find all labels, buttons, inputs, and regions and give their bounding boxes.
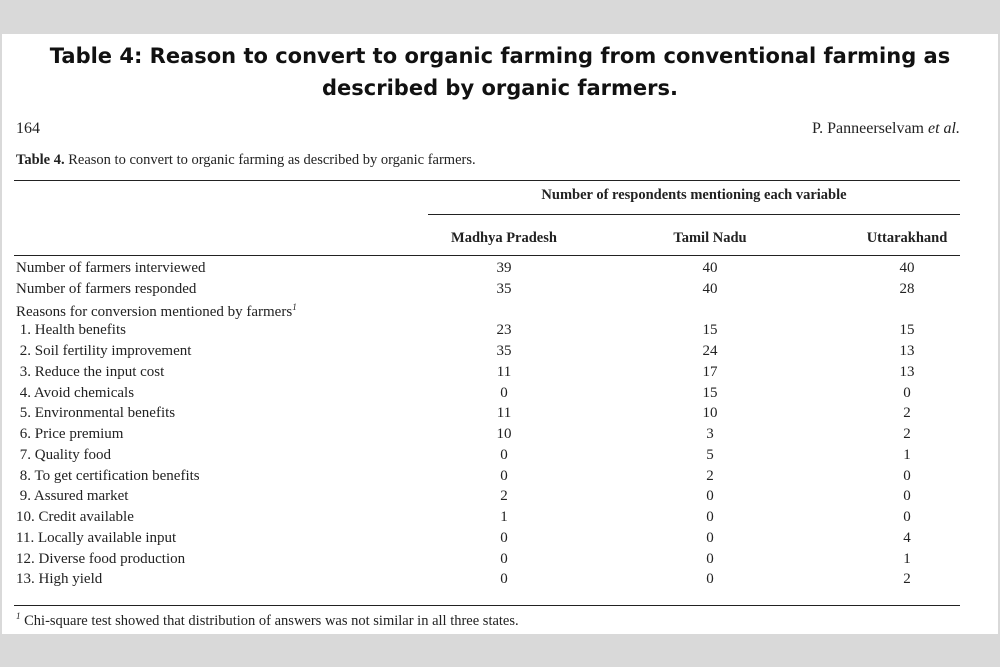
cell-value: 0 bbox=[500, 550, 508, 567]
row-label bbox=[16, 302, 297, 321]
footnote-ref: 1 bbox=[292, 301, 297, 312]
table-row bbox=[2, 530, 998, 551]
table-top-rule bbox=[14, 180, 960, 181]
cell-value: 3 bbox=[706, 426, 714, 442]
column-header-madhya-pradesh: Madhya Pradesh bbox=[451, 230, 557, 246]
row-label bbox=[16, 468, 200, 485]
table-row bbox=[2, 426, 998, 447]
header-bottom-rule bbox=[14, 255, 960, 256]
row-label-text: 4. Avoid chemicals bbox=[16, 384, 135, 401]
cell-value: 11 bbox=[496, 363, 512, 380]
cell-value: 0 bbox=[903, 467, 911, 484]
row-label bbox=[16, 551, 185, 568]
cell-value: 0 bbox=[903, 488, 911, 505]
table-caption-text: Reason to convert to organic farming as described by organic farmers. bbox=[68, 152, 476, 168]
row-label bbox=[16, 364, 164, 381]
cell-value: 0 bbox=[500, 467, 508, 484]
row-label-text: 5. Environmental benefits bbox=[16, 405, 176, 422]
cell-value: 5 bbox=[706, 446, 714, 463]
page-title: Table 4: Reason to convert to organic farming from conventional farming as described by organic farmers. bbox=[49, 44, 951, 100]
cell-value: 23 bbox=[496, 322, 512, 339]
cell-value: 0 bbox=[706, 529, 714, 546]
table-row bbox=[2, 343, 998, 364]
table-row bbox=[2, 260, 998, 281]
row-label-text: 11. Locally available input bbox=[16, 529, 177, 546]
cell-value: 24 bbox=[702, 343, 718, 359]
row-label bbox=[16, 447, 111, 464]
row-label bbox=[16, 405, 175, 422]
cell-value: 0 bbox=[706, 488, 714, 505]
row-label-text: 10. Credit available bbox=[16, 509, 134, 525]
row-label bbox=[16, 509, 134, 526]
row-label-text: Number of farmers responded bbox=[16, 280, 197, 297]
table-row bbox=[2, 405, 998, 426]
row-label bbox=[16, 322, 126, 339]
cell-value: 1 bbox=[903, 550, 911, 567]
cell-value: 17 bbox=[702, 363, 718, 380]
table-bottom-rule bbox=[14, 605, 960, 606]
table-row bbox=[2, 488, 998, 509]
table-row bbox=[2, 571, 998, 592]
cell-value: 10 bbox=[702, 405, 718, 422]
cell-value: 28 bbox=[899, 280, 915, 297]
table-row bbox=[2, 509, 998, 530]
column-spanner-header: Number of respondents mentioning each variable bbox=[541, 187, 847, 203]
row-label-text: 13. High yield bbox=[16, 571, 103, 588]
table-row bbox=[2, 468, 998, 489]
table-caption bbox=[16, 152, 476, 169]
cell-value: 0 bbox=[706, 509, 714, 525]
cell-value: 0 bbox=[500, 529, 508, 546]
cell-value: 13 bbox=[899, 363, 915, 380]
table-row bbox=[2, 551, 998, 572]
cell-value: 11 bbox=[496, 405, 512, 422]
cell-value: 2 bbox=[903, 426, 911, 442]
table-row bbox=[2, 322, 998, 343]
table-footnote bbox=[16, 611, 519, 630]
table-caption-label: Table 4. bbox=[16, 152, 65, 168]
document-page bbox=[2, 34, 998, 634]
spanner-rule bbox=[428, 214, 960, 215]
running-header-author bbox=[812, 120, 960, 138]
row-label-text: 8. To get certification benefits bbox=[16, 467, 200, 484]
cell-value: 15 bbox=[702, 322, 718, 339]
row-label bbox=[16, 343, 191, 360]
cell-value: 0 bbox=[500, 384, 508, 401]
cell-value: 2 bbox=[706, 467, 714, 484]
cell-value: 39 bbox=[496, 260, 512, 276]
author-suffix: et al. bbox=[928, 120, 960, 137]
cell-value: 40 bbox=[702, 260, 718, 276]
row-label-text: 1. Health benefits bbox=[16, 322, 126, 339]
row-label bbox=[16, 426, 123, 443]
cell-value: 2 bbox=[500, 488, 508, 505]
cell-value: 0 bbox=[903, 384, 911, 401]
cell-value: 10 bbox=[496, 426, 512, 442]
cell-value: 0 bbox=[903, 509, 911, 525]
table-row bbox=[2, 364, 998, 385]
table-row bbox=[2, 281, 998, 302]
row-label bbox=[16, 260, 206, 277]
footnote-mark: 1 bbox=[16, 611, 21, 621]
cell-value: 2 bbox=[903, 571, 911, 588]
row-label bbox=[16, 281, 196, 298]
author-name: P. Panneerselvam bbox=[812, 120, 924, 137]
cell-value: 13 bbox=[899, 343, 915, 359]
row-label-text: 12. Diverse food production bbox=[16, 550, 186, 567]
row-label-text: Number of farmers interviewed bbox=[16, 260, 206, 276]
cell-value: 2 bbox=[903, 405, 911, 422]
row-label bbox=[16, 385, 134, 402]
row-label bbox=[16, 530, 176, 547]
table-row bbox=[2, 385, 998, 406]
cell-value: 40 bbox=[702, 280, 718, 297]
cell-value: 1 bbox=[903, 446, 911, 463]
row-label bbox=[16, 488, 128, 505]
cell-value: 0 bbox=[500, 571, 508, 588]
column-header-tamil-nadu: Tamil Nadu bbox=[673, 230, 747, 246]
cell-value: 15 bbox=[702, 384, 718, 401]
cell-value: 0 bbox=[500, 446, 508, 463]
row-label-text: 2. Soil fertility improvement bbox=[16, 343, 192, 359]
page-number: 164 bbox=[16, 120, 40, 137]
cell-value: 40 bbox=[899, 260, 915, 276]
cell-value: 1 bbox=[500, 509, 508, 525]
column-header-uttarakhand: Uttarakhand bbox=[866, 230, 948, 246]
row-label-text: 7. Quality food bbox=[16, 446, 111, 463]
cell-value: 4 bbox=[903, 529, 911, 546]
cell-value: 15 bbox=[899, 322, 915, 339]
table-row bbox=[2, 447, 998, 468]
row-label-text: 6. Price premium bbox=[16, 426, 124, 442]
footnote-text: Chi-square test showed that distribution of answers was not similar in all three states. bbox=[20, 612, 519, 629]
row-label-text: 9. Assured market bbox=[16, 488, 129, 505]
table-row bbox=[2, 302, 998, 323]
cell-value: 35 bbox=[496, 280, 512, 297]
cell-value: 0 bbox=[706, 550, 714, 567]
cell-value: 35 bbox=[496, 343, 512, 359]
row-label-text: 3. Reduce the input cost bbox=[16, 363, 165, 380]
row-label-text: Reasons for conversion mentioned by farmers bbox=[16, 303, 293, 320]
cell-value: 0 bbox=[706, 571, 714, 588]
row-label bbox=[16, 571, 102, 588]
